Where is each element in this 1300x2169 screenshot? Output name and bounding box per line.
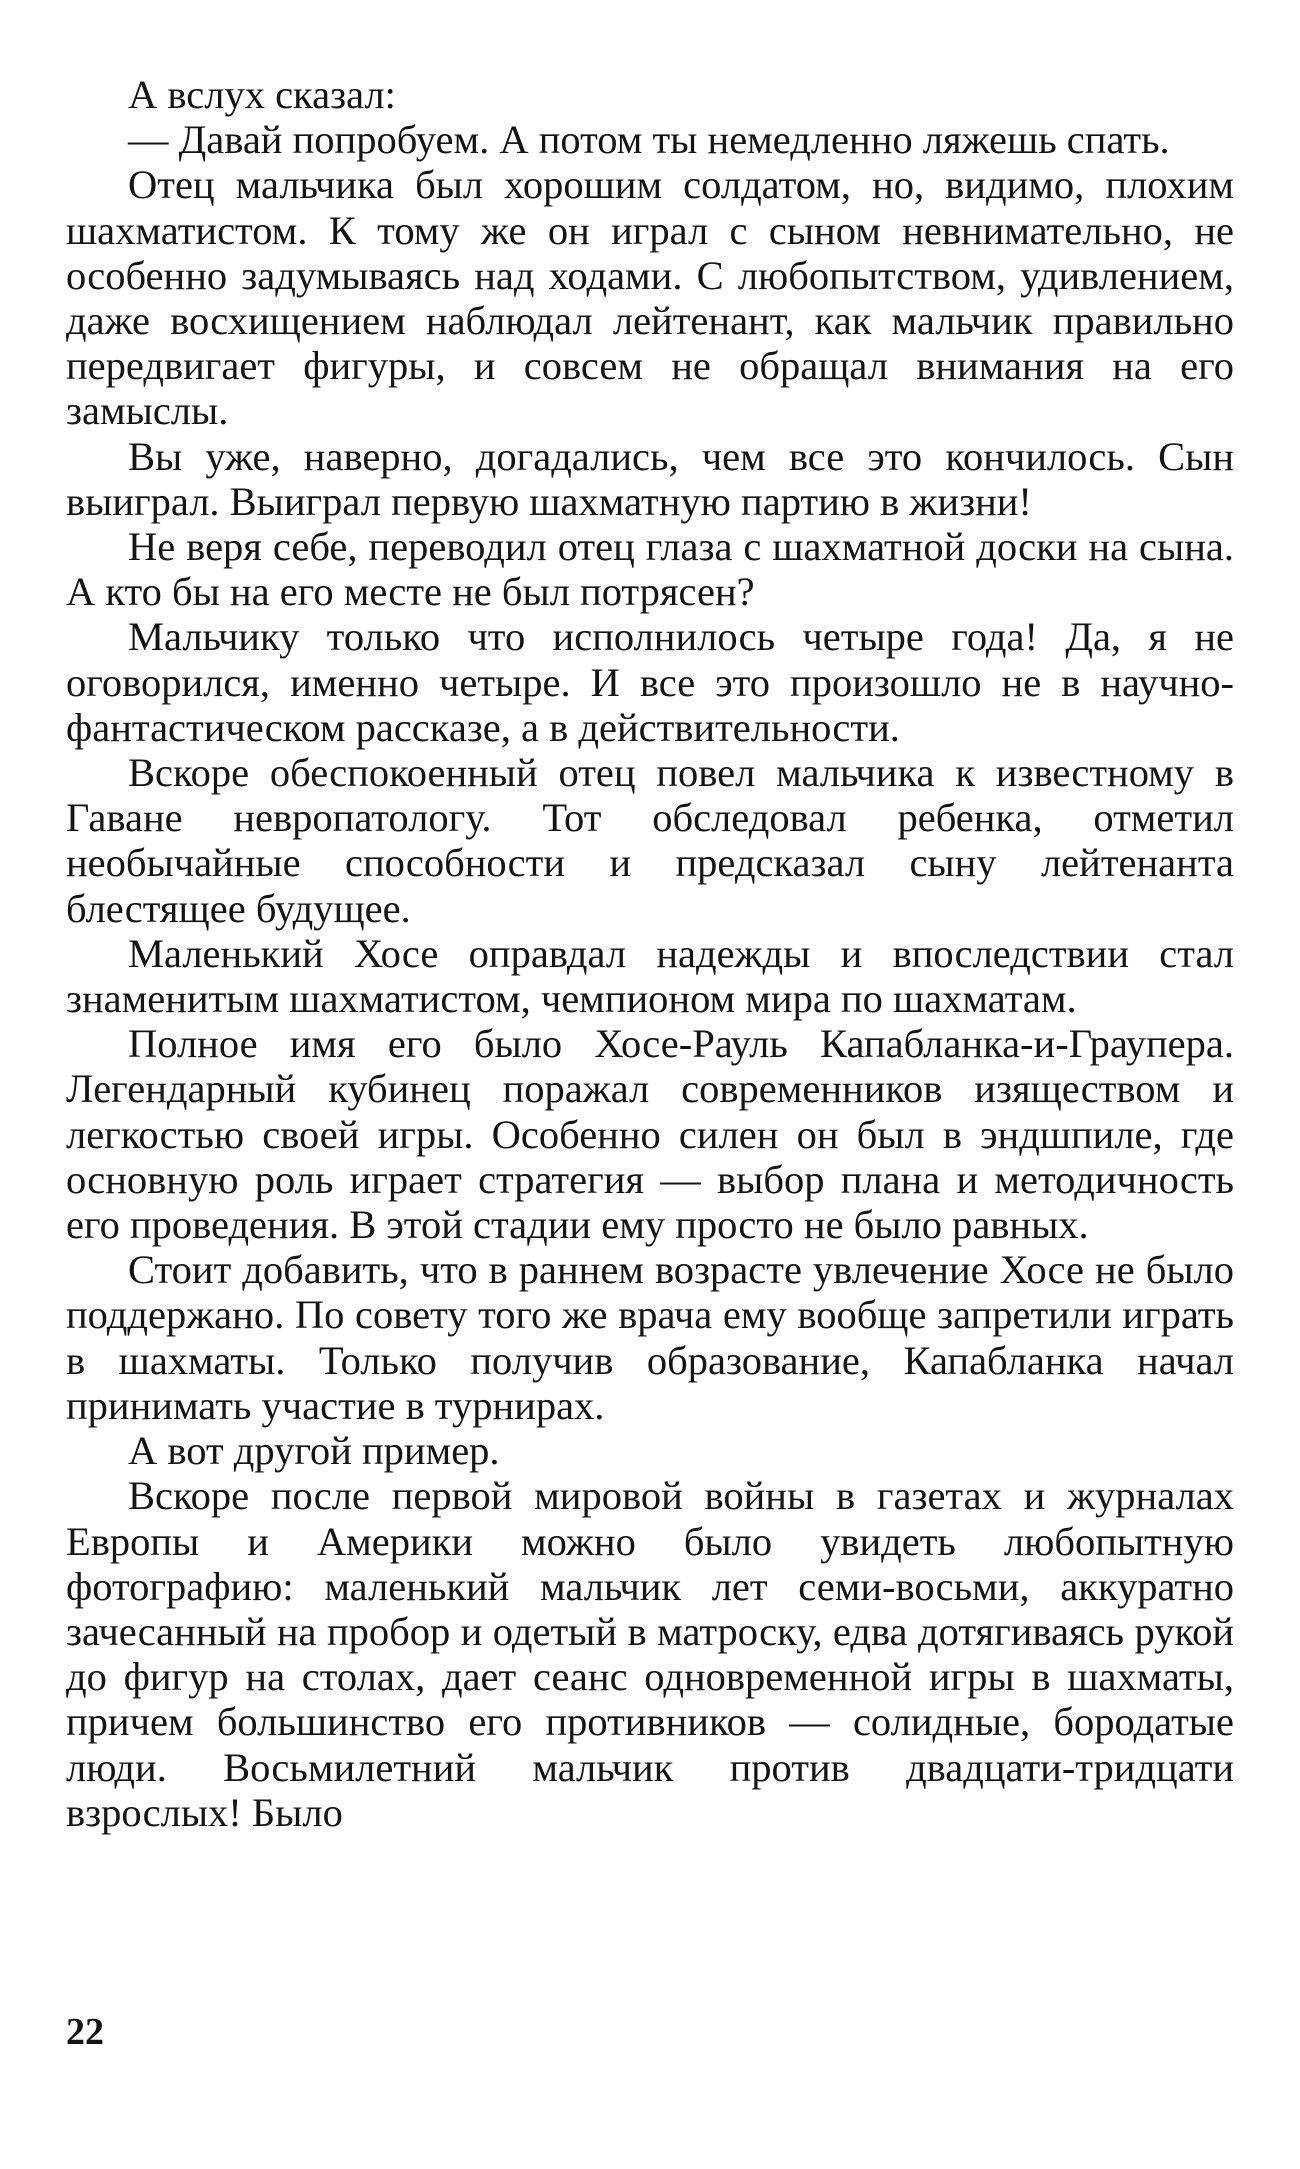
- paragraph-1: А вслух сказал:: [128, 72, 396, 117]
- paragraph-12: Вскоре после первой мировой войны в газетах и журналах Европы и Америки можно было увидеть любопытную фотографию: маленький мальчик лет семи-восьми, аккуратно зачесанный на пробор и одетый в матроску, едва дотягиваясь рукой до фигур на столах, дает сеанс одновременной игры в шахматы, причем большинство его противников — солидные, бородатые люди. Восьмилетний мальчик против двадцати-тридцати взрослых! Было: [66, 1473, 1234, 1835]
- paragraph-10: Стоит добавить, что в раннем возрасте увлечение Хосе не было поддержано. По совету того же врача ему вообще запретили играть в шахматы. Только получив образование, Капабланка начал принимать участие в турнирах.: [66, 1247, 1234, 1428]
- paragraph-6: Мальчику только что исполнилось четыре года! Да, я не оговорился, именно четыре. И все это произошло не в научно-фантастическом рассказе, а в действительности.: [66, 614, 1234, 750]
- paragraph-3: Отец мальчика был хорошим солдатом, но, видимо, плохим шахматистом. К тому же он играл с сыном невнимательно, не особенно задумываясь над ходами. С любопытством, удивлением, даже восхищением наблюдал лейтенант, как мальчик правильно передвигает фигуры, и совсем не обращал внимания на его замыслы.: [66, 162, 1234, 434]
- paragraph-4: Вы уже, наверно, догадались, чем все это кончилось. Сын выиграл. Выиграл первую шахматную партию в жизни!: [66, 433, 1234, 524]
- paragraph-9: Полное имя его было Хосе-Рауль Капабланка-и-Граупера. Легендарный кубинец поражал современников изяществом и легкостью своей игры. Особенно силен он был в эндшпиле, где основную роль играет стратегия — выбор плана и методичность его проведения. В этой стадии ему просто не было равных.: [66, 1021, 1234, 1248]
- paragraph-5: Не веря себе, переводил отец глаза с шахматной доски на сына. А кто бы на его месте не был потрясен?: [66, 524, 1234, 615]
- page-text: [66, 72, 1234, 1835]
- paragraph-8: Маленький Хосе оправдал надежды и впоследствии стал знаменитым шахматистом, чемпионом мира по шахматам.: [66, 930, 1234, 1022]
- paragraph-11: А вот другой пример.: [128, 1428, 500, 1474]
- paragraph-7: Вскоре обеспокоенный отец повел мальчика к известному в Гаване невропатологу. Тот обследовал ребенка, отметил необычайные способности и предсказал сыну лейтенанта блестящее будущее.: [66, 750, 1234, 931]
- paragraph-2: — Давай попробуем. А потом ты немедленно ляжешь спать.: [128, 117, 1170, 163]
- page-number: 22: [66, 2011, 104, 2053]
